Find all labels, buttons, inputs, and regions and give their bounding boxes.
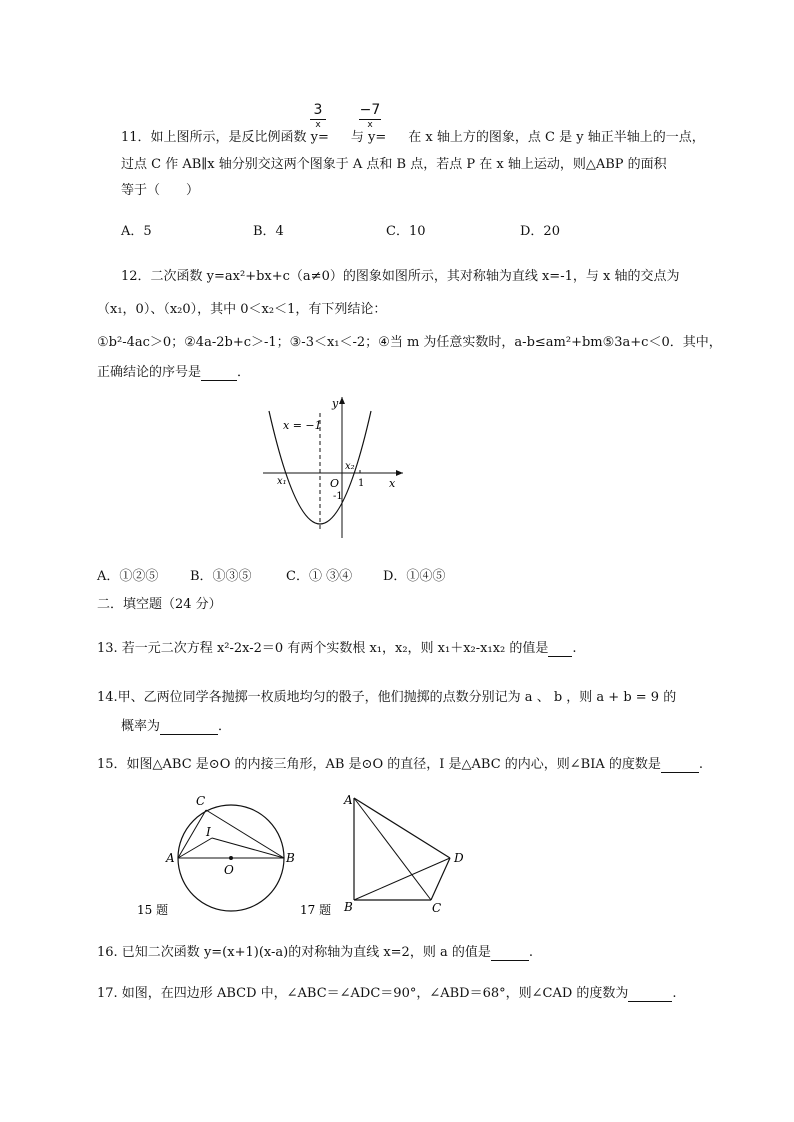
q11-line3: 等于（ ）	[121, 183, 200, 198]
svg-text:O: O	[330, 477, 340, 490]
q11-line1: 11．如上图所示，是反比例函数 y= 与 y= 在 x 轴上方的图象，点 C 是 y 轴正半轴上的一点，	[121, 130, 705, 145]
svg-text:1: 1	[358, 478, 365, 489]
svg-text:-1: -1	[333, 491, 343, 502]
q12-line2: （x₁，0）、（x₂0），其中 0＜x₂＜1，有下列结论：	[97, 302, 387, 317]
q12-option-a: A．①②⑤	[97, 569, 159, 584]
q16: 16. 已知二次函数 y=(x+1)(x-a)的对称轴为直线 x=2，则 a 的值是 .	[97, 945, 533, 960]
q14-line2: 概率为 ．	[121, 719, 232, 734]
q14-line1: 14.甲、乙两位同学各抛掷一枚质地均匀的骰子，他们抛掷的点数分别记为 a 、 b ，则 a + b = 9 的	[97, 690, 677, 705]
q11-option-d: D．20	[520, 224, 560, 239]
svg-text:17 题: 17 题	[300, 903, 332, 917]
q12-line4: 正确结论的序号是 ．	[97, 365, 251, 380]
svg-text:O: O	[224, 863, 234, 877]
figure-17	[296, 790, 476, 920]
q13: 13. 若一元二次方程 x²-2x-2＝0 有两个实数根 x₁，x₂，则 x₁＋x₂-x₁x₂ 的值是 .	[97, 641, 577, 656]
q12-option-c: C．① ③④	[286, 569, 353, 584]
svg-text:y: y	[332, 397, 339, 410]
svg-text:15 题: 15 题	[137, 903, 169, 917]
q12-option-b: B．①③⑤	[190, 569, 252, 584]
fraction-3-over-x: 3 x	[310, 102, 326, 130]
svg-text:A: A	[344, 793, 353, 807]
svg-text:B: B	[286, 851, 295, 865]
fraction-neg7-over-x: −7 x	[359, 102, 381, 130]
q11-line2: 过点 C 作 AB∥x 轴分别交这两个图象于 A 点和 B 点，若点 P 在 x 轴上运动，则△ABP 的面积	[121, 157, 667, 172]
svg-text:C: C	[432, 901, 442, 915]
q12-line1: 12．二次函数 y=ax²+bx+c（a≠0）的图象如图所示，其对称轴为直线 x=-1，与 x 轴的交点为	[121, 269, 680, 284]
svg-text:x₁: x₁	[277, 476, 287, 487]
symmetry-axis-label: x = −1	[283, 419, 322, 432]
svg-text:x: x	[389, 477, 396, 490]
svg-text:I: I	[206, 825, 211, 839]
section-heading: 二．填空题（24 分）	[97, 597, 222, 612]
svg-text:A: A	[166, 851, 175, 865]
q11-option-b: B．4	[253, 224, 284, 239]
q15: 15．如图△ABC 是⊙O 的内接三角形，AB 是⊙O 的直径，I 是△ABC 的内心，则∠BIA 的度数是 .	[97, 757, 704, 772]
q17: 17. 如图，在四边形 ABCD 中，∠ABC＝∠ADC＝90°，∠ABD＝68°，则∠CAD 的度数为 .	[97, 986, 677, 1001]
q11-option-c: C．10	[386, 224, 426, 239]
parabola-graph	[255, 393, 405, 543]
svg-text:B: B	[344, 900, 353, 914]
svg-text:D: D	[454, 851, 464, 865]
svg-text:C: C	[196, 794, 206, 808]
svg-text:x₂: x₂	[345, 461, 355, 472]
q12-line3: ①b²-4ac＞0；②4a-2b+c＞-1；③-3＜x₁＜-2；④当 m 为任意实数时，a-b≤am²+bm⑤3a+c＜0．其中，	[97, 335, 722, 350]
q12-option-d: D．①④⑤	[383, 569, 446, 584]
q11-option-a: A．5	[121, 224, 152, 239]
figure-15	[128, 790, 298, 920]
